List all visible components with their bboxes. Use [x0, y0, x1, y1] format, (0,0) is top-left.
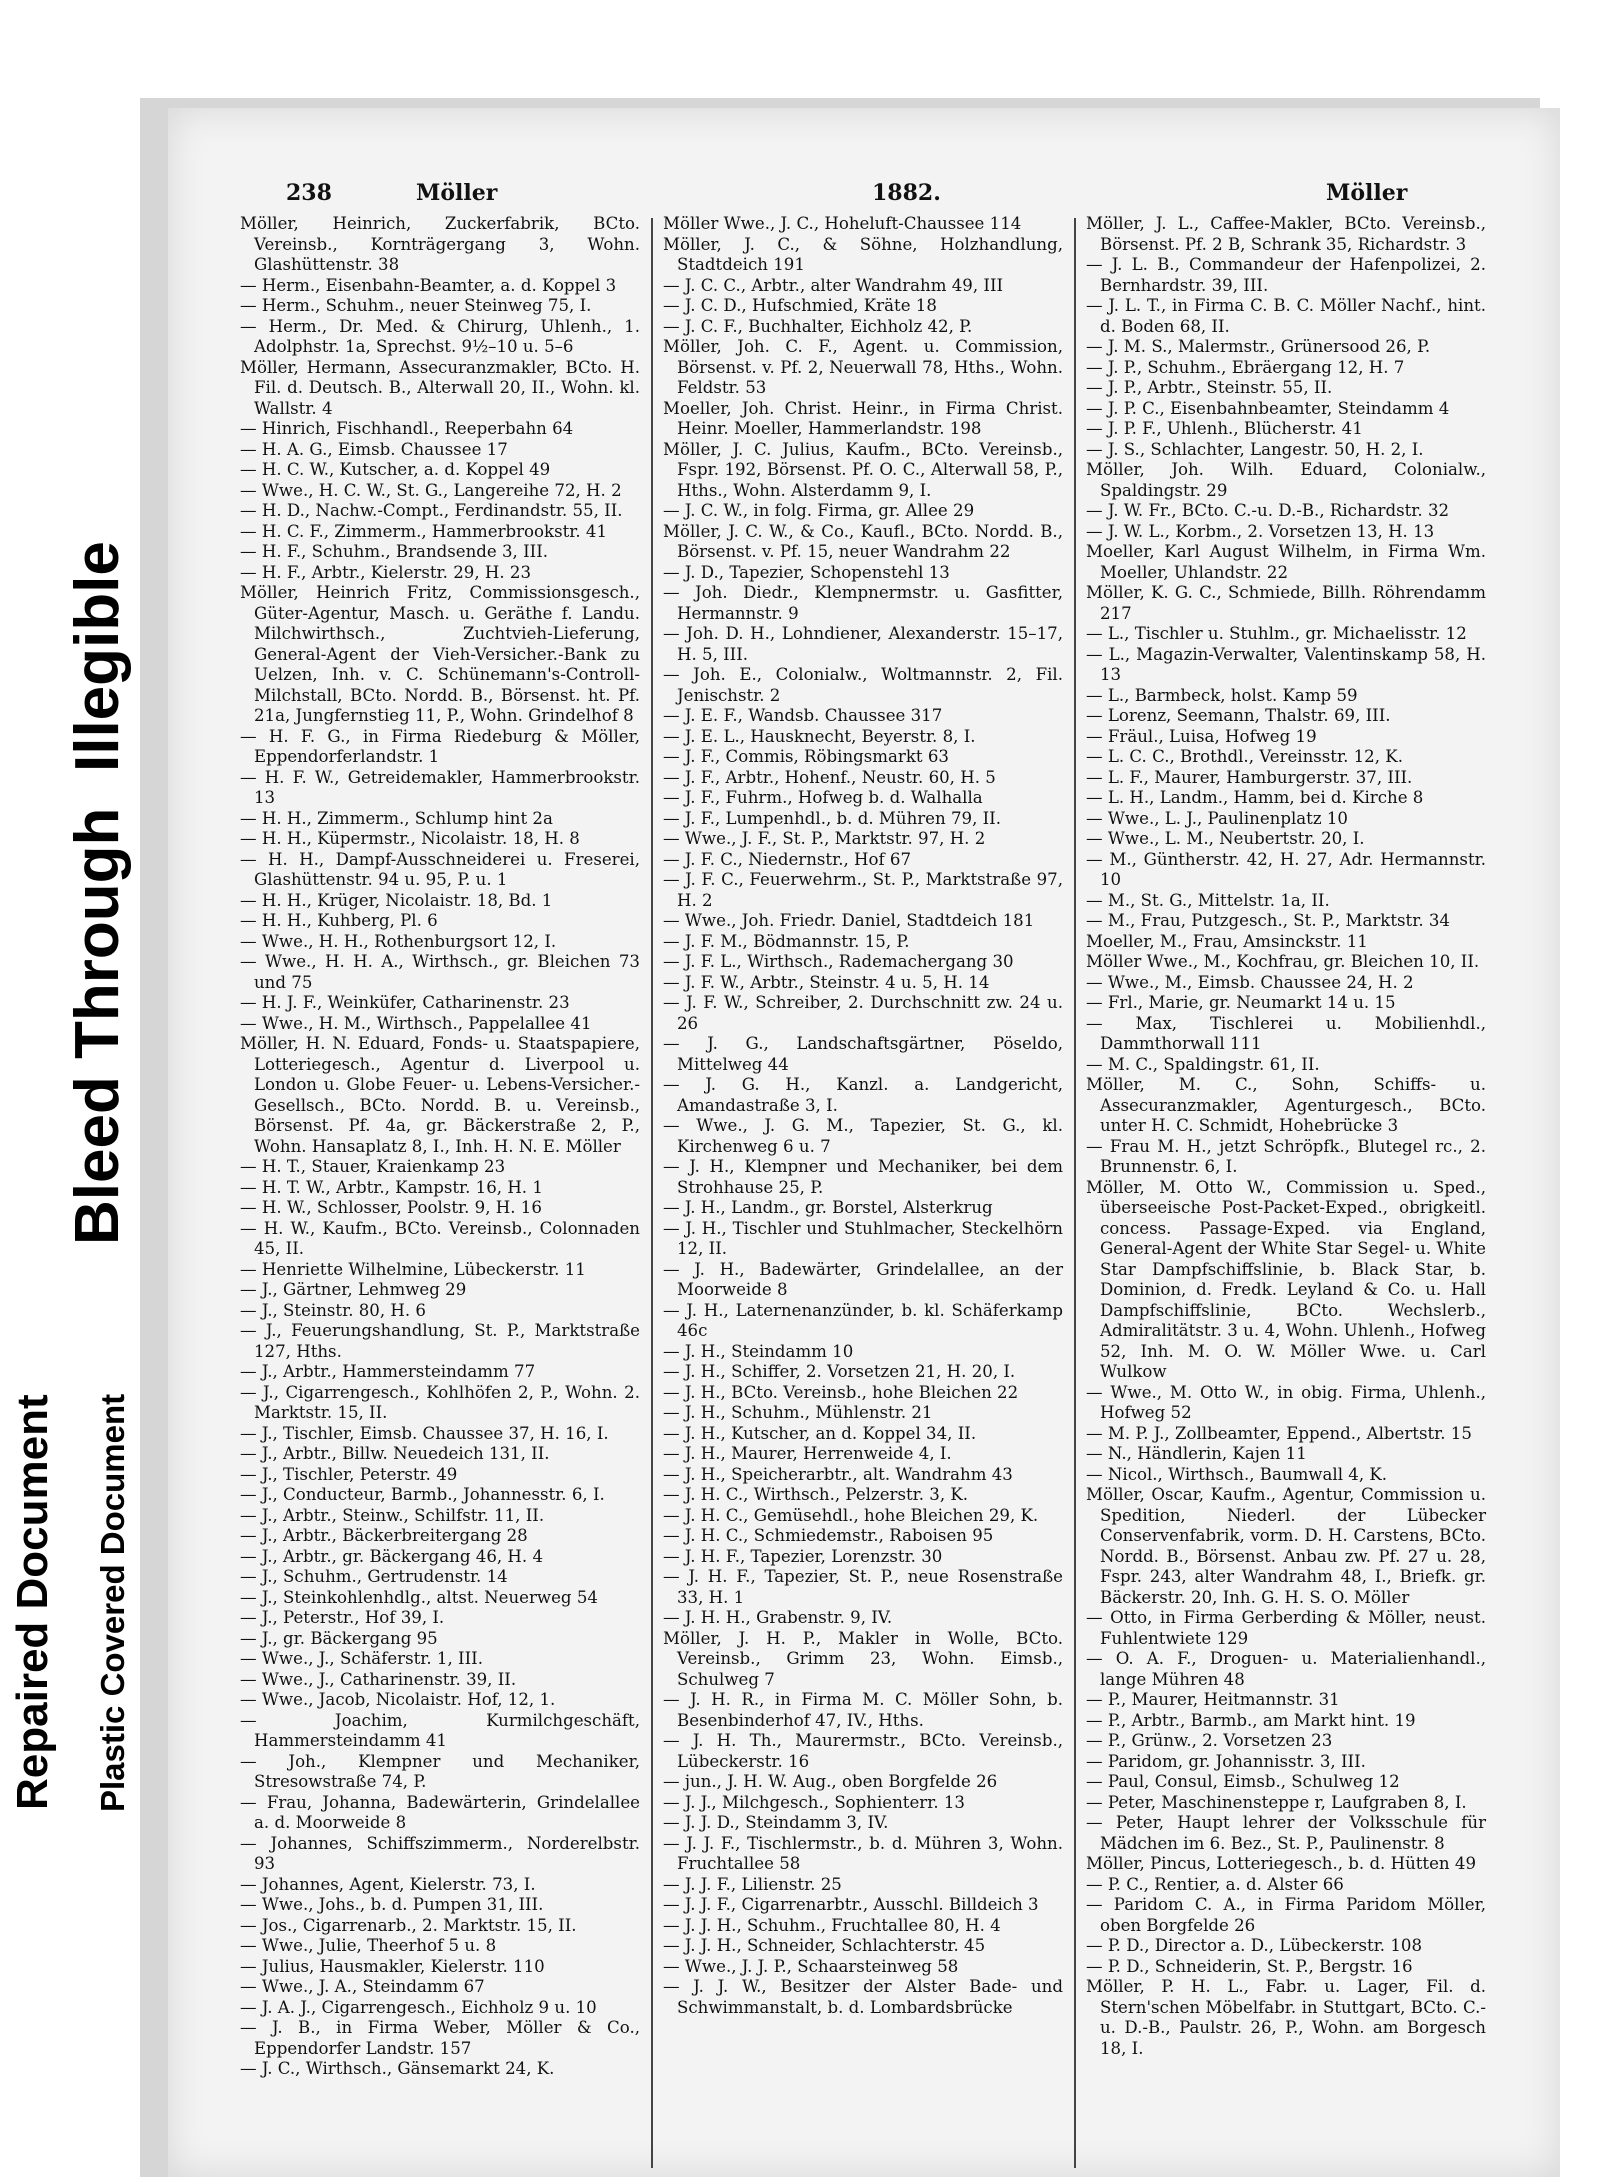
- directory-column-2: [663, 214, 1063, 2018]
- directory-entry: — J. H., Steindamm 10: [663, 1341, 854, 1361]
- directory-entry: — J. G., Landschaftsgärtner, Pöseldo, Mittelweg 44: [663, 1034, 1063, 1074]
- directory-entry: — J. J., Milchgesch., Sophienterr. 13: [663, 1792, 965, 1812]
- directory-entry: — Fräul., Luisa, Hofweg 19: [1086, 726, 1317, 746]
- directory-entry: — J. A. J., Cigarrengesch., Eichholz 9 u. 10: [240, 1997, 597, 2017]
- directory-entry: Möller, K. G. C., Schmiede, Billh. Röhrendamm 217: [1086, 583, 1486, 623]
- directory-entry: — J., Arbtr., Steinw., Schilfstr. 11, II.: [240, 1505, 545, 1525]
- directory-entry: Moeller, Karl August Wilhelm, in Firma Wm. Moeller, Uhlandstr. 22: [1086, 542, 1486, 582]
- directory-entry: — J. F. W., Schreiber, 2. Durchschnitt zw. 24 u. 26: [663, 993, 1063, 1033]
- bleed-through-stamp: Bleed Through: [63, 807, 132, 1245]
- directory-entry: — J., gr. Bäckergang 95: [240, 1628, 438, 1648]
- directory-entry: Möller, P. H. L., Fabr. u. Lager, Fil. d. Stern'schen Möbelfabr. in Stuttgart, BCto. C.-u. D.-B., Paulstr. 26, P., Wohn. am Borgesch 18, I.: [1086, 1977, 1486, 2058]
- directory-entry: — Wwe., H. H. A., Wirthsch., gr. Bleichen 73 und 75: [240, 952, 640, 992]
- directory-entry: — J. H., BCto. Vereinsb., hohe Bleichen 22: [663, 1382, 1019, 1402]
- directory-entry: — Joh. Diedr., Klempnermstr. u. Gasfitter, Hermannstr. 9: [663, 583, 1063, 623]
- directory-entry: — J., Arbtr., Hammersteindamm 77: [240, 1362, 536, 1381]
- directory-entry: — H. T. W., Arbtr., Kampstr. 16, H. 1: [240, 1177, 543, 1197]
- directory-entry: — J. J. D., Steindamm 3, IV.: [663, 1813, 889, 1832]
- directory-entry: — J. H., Schuhm., Mühlenstr. 21: [663, 1403, 933, 1422]
- directory-entry: — J. H. C., Schmiedemstr., Raboisen 95: [663, 1526, 994, 1545]
- directory-entry: — J. J. F., Lilienstr. 25: [663, 1874, 842, 1894]
- directory-entry: — Jos., Cigarrenarb., 2. Marktstr. 15, II.: [240, 1915, 577, 1935]
- directory-entry: Möller, M. Otto W., Commission u. Sped., überseeische Post-Packet-Exped., obrigkeitl. concess. Passage-Exped. via England, General-Agent der White Star Segel- u. White Star Dampfschiffslinie, b. Black Star, b. Dominion, d. Fredk. Leyland & Co. u. Hall Dampfschiffslinie, BCto. Wechslerb., Admiralitätstr. 3 u. 4, Wohn. Uhlenh., Hofweg 52, Inh. M. O. W. Möller Wwe. u. Carl Wulkow: [1086, 1177, 1486, 1381]
- directory-entry: — M. C., Spaldingstr. 61, II.: [1086, 1054, 1320, 1074]
- directory-entry: — H. F., Schuhm., Brandsende 3, III.: [240, 542, 549, 561]
- directory-entry: — H. W., Schlosser, Poolstr. 9, H. 16: [240, 1198, 542, 1217]
- directory-entry: — H. F. G., in Firma Riedeburg & Möller, Eppendorferlandstr. 1: [240, 726, 640, 766]
- directory-page: [168, 108, 1560, 2177]
- directory-entry: — Julius, Hausmakler, Kielerstr. 110: [240, 1956, 545, 1976]
- directory-entry: — J. F., Lumpenhdl., b. d. Mühren 79, II.: [663, 808, 1002, 828]
- directory-entry: Möller, J. L., Caffee-Makler, BCto. Vereinsb., Börsenst. Pf. 2 B, Schrank 35, Richardstr. 3: [1086, 214, 1486, 254]
- directory-entry: Möller, Joh. C. F., Agent. u. Commission, Börsenst. v. Pf. 2, Neuerwall 78, Hths., Wohn. Feldstr. 53: [663, 337, 1063, 397]
- directory-entry: — Wwe., M. Otto W., in obig. Firma, Uhlenh., Hofweg 52: [1086, 1382, 1486, 1422]
- directory-entry: — J. H. F., Tapezier, St. P., neue Rosenstraße 33, H. 1: [663, 1567, 1063, 1607]
- directory-entry: — J. W. Fr., BCto. C.-u. D.-B., Richardstr. 32: [1086, 501, 1450, 520]
- directory-entry: — J., Arbtr., Billw. Neuedeich 131, II.: [240, 1444, 550, 1463]
- directory-entry: Möller, Heinrich Fritz, Commissionsgesch., Güter-Agentur, Masch. u. Geräthe f. Landu. Milchwirthsch., Zuchtvieh-Lieferung, General-Agent der Vieh-Versicher.-Bank zu Uelzen, Inh. v. C. Schünemann's-Controll-Milchstall, BCto. Nordd. B., Börsenst. ht. Pf. 21a, Jungfernstieg 11, P., Wohn. Grindelhof 8: [240, 583, 640, 725]
- directory-entry: — J. H. F., Tapezier, Lorenzstr. 30: [663, 1546, 943, 1566]
- directory-entry: — Nicol., Wirthsch., Baumwall 4, K.: [1086, 1464, 1388, 1484]
- directory-entry: — J. H., Badewärter, Grindelallee, an der Moorweide 8: [663, 1259, 1063, 1299]
- directory-entry: — H. A. G., Eimsb. Chaussee 17: [240, 439, 508, 459]
- directory-entry: — L., Barmbeck, holst. Kamp 59: [1086, 685, 1358, 705]
- running-head-right: Möller: [1326, 180, 1408, 206]
- directory-entry: — M., Güntherstr. 42, H. 27, Adr. Hermannstr. 10: [1086, 849, 1486, 889]
- plastic-covered-stamp: Plastic Covered Document: [94, 1393, 131, 1812]
- directory-entry: — J., Tischler, Eimsb. Chaussee 37, H. 16, I.: [240, 1423, 609, 1443]
- directory-entry: Moeller, Joh. Christ. Heinr., in Firma Christ. Heinr. Moeller, Hammerlandstr. 198: [663, 398, 1063, 438]
- directory-entry: — H. H., Krüger, Nicolaistr. 18, Bd. 1: [240, 890, 553, 910]
- directory-entry: — P. D., Director a. D., Lübeckerstr. 108: [1086, 1936, 1423, 1955]
- directory-entry: — Herm., Schuhm., neuer Steinweg 75, I.: [240, 296, 592, 315]
- directory-entry: — J. J. W., Besitzer der Alster Bade- und Schwimmanstalt, b. d. Lombardsbrücke: [663, 1977, 1063, 2017]
- directory-entry: — H. C. F., Zimmerm., Hammerbrookstr. 41: [240, 521, 608, 541]
- directory-entry: — Joh. E., Colonialw., Woltmannstr. 2, Fil. Jenischstr. 2: [663, 665, 1063, 705]
- directory-entry: — Paul, Consul, Eimsb., Schulweg 12: [1086, 1772, 1400, 1791]
- directory-entry: — J. H. R., in Firma M. C. Möller Sohn, b. Besenbinderhof 47, IV., Hths.: [663, 1690, 1063, 1730]
- directory-entry: — Peter, Maschinensteppe r, Laufgraben 8, I.: [1086, 1792, 1467, 1812]
- directory-entry: — J. H., Laternenanzünder, b. kl. Schäferkamp 46c: [663, 1300, 1063, 1340]
- directory-entry: — J. H., Klempner und Mechaniker, bei dem Strohhause 25, P.: [663, 1157, 1063, 1197]
- column-divider: [1074, 218, 1076, 2168]
- directory-entry: — Johannes, Agent, Kielerstr. 73, I.: [240, 1874, 536, 1894]
- directory-entry: — H. H., Dampf-Ausschneiderei u. Freserei, Glashüttenstr. 94 u. 95, P. u. 1: [240, 849, 640, 889]
- directory-entry: — M. P. J., Zollbeamter, Eppend., Albertstr. 15: [1086, 1423, 1472, 1443]
- directory-entry: — jun., J. H. W. Aug., oben Borgfelde 26: [663, 1772, 998, 1791]
- directory-entry: — J., Cigarrengesch., Kohlhöfen 2, P., Wohn. 2. Marktstr. 15, II.: [240, 1382, 640, 1422]
- directory-entry: — J. E. L., Hausknecht, Beyerstr. 8, I.: [663, 726, 976, 746]
- directory-entry: — J. H. H., Grabenstr. 9, IV.: [663, 1608, 893, 1627]
- directory-entry: — J. G. H., Kanzl. a. Landgericht, Amandastraße 3, I.: [663, 1075, 1063, 1115]
- directory-entry: — J. C., Wirthsch., Gänsemarkt 24, K.: [240, 2059, 555, 2078]
- directory-entry: — J. W. L., Korbm., 2. Vorsetzen 13, H. 13: [1086, 521, 1435, 541]
- directory-entry: — J. P. F., Uhlenh., Blücherstr. 41: [1086, 419, 1363, 438]
- directory-entry: — J. H. C., Gemüsehdl., hohe Bleichen 29, K.: [663, 1505, 1039, 1525]
- running-head-year: 1882.: [872, 180, 941, 206]
- directory-entry: — Wwe., J. G. M., Tapezier, St. G., kl. Kirchenweg 6 u. 7: [663, 1116, 1063, 1156]
- directory-entry: — Max, Tischlerei u. Mobilienhdl., Dammthorwall 111: [1086, 1013, 1486, 1053]
- directory-entry: Möller, H. N. Eduard, Fonds- u. Staatspapiere, Lotteriegesch., Agentur d. Liverpool u. London u. Globe Feuer- u. Lebens-Versicher.-Gesellsch., BCto. Nordd. B. u. Vereinsb., Börsenst. Pf. 4a, gr. Bäckerstraße 2, P., Wohn. Hansaplatz 8, I., Inh. H. N. E. Möller: [240, 1034, 640, 1156]
- directory-entry: — J. J. F., Tischlermstr., b. d. Mühren 3, Wohn. Fruchtallee 58: [663, 1833, 1063, 1873]
- directory-entry: — J. J. H., Schneider, Schlachterstr. 45: [663, 1936, 986, 1955]
- directory-entry: — J., Steinstr. 80, H. 6: [240, 1300, 426, 1320]
- directory-entry: Möller, Hermann, Assecuranzmakler, BCto. H. Fil. d. Deutsch. B., Alterwall 20, II., Wohn. kl. Wallstr. 4: [240, 357, 640, 418]
- directory-entry: — P. C., Rentier, a. d. Alster 66: [1086, 1874, 1344, 1894]
- directory-entry: Möller, Joh. Wilh. Eduard, Colonialw., Spaldingstr. 29: [1086, 460, 1486, 500]
- directory-entry: — J. J. H., Schuhm., Fruchtallee 80, H. 4: [663, 1915, 1001, 1935]
- directory-entry: — J. H., Tischler und Stuhlmacher, Steckelhörn 12, II.: [663, 1218, 1063, 1258]
- directory-entry: — H. D., Nachw.-Compt., Ferdinandstr. 55, II.: [240, 501, 623, 520]
- directory-entry: — H. W., Kaufm., BCto. Vereinsb., Colonnaden 45, II.: [240, 1218, 640, 1258]
- directory-entry: — J. H., Schiffer, 2. Vorsetzen 21, H. 20, I.: [663, 1362, 1016, 1381]
- directory-entry: — Wwe., H. M., Wirthsch., Pappelallee 41: [240, 1013, 592, 1033]
- directory-entry: — Frl., Marie, gr. Neumarkt 14 u. 15: [1086, 993, 1396, 1012]
- directory-entry: — J. H., Landm., gr. Borstel, Alsterkrug: [663, 1198, 993, 1217]
- directory-column-1: [240, 214, 640, 2080]
- directory-entry: — Joh. D. H., Lohndiener, Alexanderstr. 15–17, H. 5, III.: [663, 624, 1063, 664]
- directory-entry: — J. C. W., in folg. Firma, gr. Allee 29: [663, 501, 975, 520]
- directory-entry: — Wwe., L. M., Neubertstr. 20, I.: [1086, 829, 1365, 848]
- directory-entry: Möller Wwe., M., Kochfrau, gr. Bleichen 10, II.: [1086, 952, 1480, 971]
- repaired-document-stamp: Repaired Document: [8, 1394, 57, 1810]
- directory-entry: — M., St. G., Mittelstr. 1a, II.: [1086, 890, 1330, 910]
- directory-entry: — Joachim, Kurmilchgeschäft, Hammersteindamm 41: [240, 1710, 640, 1750]
- directory-entry: — H. H., Küpermstr., Nicolaistr. 18, H. 8: [240, 829, 580, 848]
- directory-entry: — H. J. F., Weinküfer, Catharinenstr. 23: [240, 993, 570, 1012]
- directory-entry: — Wwe., H. H., Rothenburgsort 12, I.: [240, 931, 557, 951]
- directory-entry: — Lorenz, Seemann, Thalstr. 69, III.: [1086, 706, 1391, 725]
- directory-entry: — J. M. S., Malermstr., Grünersood 26, P.: [1086, 337, 1431, 356]
- directory-entry: — H. T., Stauer, Kraienkamp 23: [240, 1157, 506, 1176]
- directory-entry: — J. D., Tapezier, Schopenstehl 13: [663, 562, 950, 582]
- directory-entry: — Wwe., J., Catharinenstr. 39, II.: [240, 1669, 517, 1689]
- directory-entry: — Frau M. H., jetzt Schröpfk., Blutegel rc., 2. Brunnenstr. 6, I.: [1086, 1136, 1486, 1176]
- directory-entry: — P., Grünw., 2. Vorsetzen 23: [1086, 1731, 1333, 1750]
- directory-entry: — Paridom C. A., in Firma Paridom Möller, oben Borgfelde 26: [1086, 1895, 1486, 1935]
- directory-entry: Möller, M. C., Sohn, Schiffs- u. Assecuranzmakler, Agenturgesch., BCto. unter H. C. Schmidt, Hohebrücke 3: [1086, 1075, 1486, 1135]
- directory-entry: — Paridom, gr. Johannisstr. 3, III.: [1086, 1751, 1366, 1771]
- directory-entry: — J. P., Arbtr., Steinstr. 55, II.: [1086, 378, 1333, 397]
- directory-entry: — J., Tischler, Peterstr. 49: [240, 1464, 458, 1484]
- directory-entry: Möller, Pincus, Lotteriegesch., b. d. Hütten 49: [1086, 1854, 1477, 1873]
- directory-entry: — J., Arbtr., Bäckerbreitergang 28: [240, 1526, 528, 1545]
- directory-entry: — J., Arbtr., gr. Bäckergang 46, H. 4: [240, 1546, 544, 1566]
- directory-entry: — J. H., Maurer, Herrenweide 4, I.: [663, 1444, 952, 1463]
- directory-entry: — L., Magazin-Verwalter, Valentinskamp 58, H. 13: [1086, 644, 1486, 684]
- directory-entry: — J., Schuhm., Gertrudenstr. 14: [240, 1567, 508, 1586]
- directory-entry: — Wwe., Julie, Theerhof 5 u. 8: [240, 1936, 497, 1955]
- directory-entry: — P. D., Schneiderin, St. P., Bergstr. 16: [1086, 1956, 1413, 1976]
- directory-entry: — J. L. B., Commandeur der Hafenpolizei, 2. Bernhardstr. 39, III.: [1086, 255, 1486, 295]
- directory-entry: — Wwe., J. A., Steindamm 67: [240, 1977, 485, 1996]
- directory-entry: — J., Feuerungshandlung, St. P., Marktstraße 127, Hths.: [240, 1321, 640, 1361]
- directory-entry: Moeller, M., Frau, Amsinckstr. 11: [1086, 931, 1368, 951]
- directory-entry: — Wwe., Jacob, Nicolaistr. Hof, 12, 1.: [240, 1690, 556, 1709]
- directory-entry: — J. P., Schuhm., Ebräergang 12, H. 7: [1086, 357, 1405, 377]
- directory-entry: — L. F., Maurer, Hamburgerstr. 37, III.: [1086, 767, 1413, 787]
- directory-entry: — H. C. W., Kutscher, a. d. Koppel 49: [240, 460, 551, 479]
- column-divider: [651, 218, 653, 2168]
- directory-entry: Möller, J. H. P., Makler in Wolle, BCto. Vereinsb., Grimm 23, Wohn. Eimsb., Schulweg 7: [663, 1628, 1063, 1689]
- directory-entry: — Johannes, Schiffszimmerm., Norderelbstr. 93: [240, 1833, 640, 1873]
- directory-entry: — J. H. C., Wirthsch., Pelzerstr. 3, K.: [663, 1485, 969, 1504]
- directory-entry: — O. A. F., Droguen- u. Materialienhandl., lange Mühren 48: [1086, 1649, 1486, 1689]
- directory-entry: — H. F. W., Getreidemakler, Hammerbrookstr. 13: [240, 767, 640, 807]
- directory-entry: — Wwe., J. J. P., Schaarsteinweg 58: [663, 1956, 959, 1976]
- directory-entry: — P., Maurer, Heitmannstr. 31: [1086, 1690, 1340, 1709]
- directory-entry: — M., Frau, Putzgesch., St. P., Marktstr. 34: [1086, 911, 1450, 930]
- directory-entry: — J. F. W., Arbtr., Steinstr. 4 u. 5, H. 14: [663, 972, 990, 992]
- directory-entry: Möller, J. C. Julius, Kaufm., BCto. Vereinsb., Fspr. 192, Börsenst. Pf. O. C., Alterwall 58, P., Hths., Wohn. Alsterdamm 9, I.: [663, 439, 1063, 500]
- directory-entry: — J., Gärtner, Lehmweg 29: [240, 1280, 467, 1299]
- directory-entry: Möller, J. C., & Söhne, Holzhandlung, Stadtdeich 191: [663, 234, 1063, 274]
- directory-entry: — J. L. T., in Firma C. B. C. Möller Nachf., hint. d. Boden 68, II.: [1086, 296, 1486, 336]
- directory-column-3: [1086, 214, 1486, 2059]
- directory-entry: — J. H., Speicherarbtr., alt. Wandrahm 43: [663, 1464, 1013, 1484]
- directory-entry: — H. F., Arbtr., Kielerstr. 29, H. 23: [240, 562, 532, 582]
- directory-entry: — J. P. C., Eisenbahnbeamter, Steindamm 4: [1086, 398, 1450, 418]
- directory-entry: — J., Conducteur, Barmb., Johannesstr. 6, I.: [240, 1485, 605, 1504]
- directory-entry: — H. H., Zimmerm., Schlump hint 2a: [240, 808, 553, 828]
- directory-entry: — Wwe., Johs., b. d. Pumpen 31, III.: [240, 1895, 544, 1914]
- directory-entry: — P., Arbtr., Barmb., am Markt hint. 19: [1086, 1710, 1416, 1730]
- directory-entry: — Henriette Wilhelmine, Lübeckerstr. 11: [240, 1259, 586, 1279]
- directory-entry: — Wwe., J. F., St. P., Marktstr. 97, H. 2: [663, 829, 986, 848]
- directory-entry: — J. F., Commis, Röbingsmarkt 63: [663, 747, 949, 766]
- directory-entry: — N., Händlerin, Kajen 11: [1086, 1444, 1307, 1463]
- directory-entry: — J. C. D., Hufschmied, Kräte 18: [663, 296, 937, 315]
- directory-entry: — J., Peterstr., Hof 39, I.: [240, 1608, 445, 1627]
- directory-entry: — J. E. F., Wandsb. Chaussee 317: [663, 706, 943, 725]
- directory-entry: — Wwe., M., Eimsb. Chaussee 24, H. 2: [1086, 972, 1414, 992]
- directory-entry: — Herm., Eisenbahn-Beamter, a. d. Koppel 3: [240, 275, 617, 295]
- directory-entry: — H. H., Kuhberg, Pl. 6: [240, 911, 438, 930]
- directory-entry: — J. H. Th., Maurermstr., BCto. Vereinsb., Lübeckerstr. 16: [663, 1731, 1063, 1771]
- directory-entry: — L. H., Landm., Hamm, bei d. Kirche 8: [1086, 788, 1424, 807]
- directory-entry: — Frau, Johanna, Badewärterin, Grindelallee a. d. Moorweide 8: [240, 1792, 640, 1832]
- directory-entry: — L., Tischler u. Stuhlm., gr. Michaelisstr. 12: [1086, 624, 1467, 643]
- running-head-left: Möller: [416, 180, 498, 206]
- directory-entry: — Joh., Klempner und Mechaniker, Stresowstraße 74, P.: [240, 1751, 640, 1791]
- directory-entry: — L. C. C., Brothdl., Vereinsstr. 12, K.: [1086, 747, 1403, 766]
- directory-entry: — J. S., Schlachter, Langestr. 50, H. 2, I.: [1086, 439, 1424, 459]
- directory-entry: — J. F. L., Wirthsch., Rademachergang 30: [663, 952, 1014, 971]
- illegible-stamp: Illegible: [63, 541, 132, 772]
- directory-entry: — J. J. F., Cigarrenarbtr., Ausschl. Billdeich 3: [663, 1895, 1039, 1914]
- directory-entry: — Otto, in Firma Gerberding & Möller, neust. Fuhlentwiete 129: [1086, 1608, 1486, 1648]
- directory-entry: — Wwe., J., Schäferstr. 1, III.: [240, 1649, 483, 1668]
- directory-entry: Möller, Oscar, Kaufm., Agentur, Commission u. Spedition, Niederl. der Lübecker Conservenfabrik, vorm. D. H. Carstens, BCto. Nordd. B., Börsenst. Anbau zw. Pf. 27 u. 28, Fspr. 243, alter Wandrahm 48, I., Briefk. gr. Bäckerstr. 20, Inh. G. H. S. O. Möller: [1086, 1485, 1486, 1607]
- directory-entry: — Peter, Haupt lehrer der Volksschule für Mädchen im 6. Bez., St. P., Paulinenstr. 8: [1086, 1813, 1486, 1853]
- directory-entry: — J. F. C., Niedernstr., Hof 67: [663, 849, 912, 869]
- directory-entry: Möller, J. C. W., & Co., Kaufl., BCto. Nordd. B., Börsenst. v. Pf. 15, neuer Wandrahm 22: [663, 521, 1063, 561]
- directory-entry: — Hinrich, Fischhandl., Reeperbahn 64: [240, 419, 574, 438]
- directory-entry: Möller Wwe., J. C., Hoheluft-Chaussee 114: [663, 214, 1022, 233]
- directory-entry: — J. F. C., Feuerwehrm., St. P., Marktstraße 97, H. 2: [663, 870, 1063, 910]
- directory-entry: — J. B., in Firma Weber, Möller & Co., Eppendorfer Landstr. 157: [240, 2018, 640, 2058]
- directory-entry: Möller, Heinrich, Zuckerfabrik, BCto. Vereinsb., Kornträgergang 3, Wohn. Glashüttenstr. 38: [240, 214, 640, 274]
- directory-entry: — J. F., Fuhrm., Hofweg b. d. Walhalla: [663, 788, 983, 807]
- directory-entry: — J. C. F., Buchhalter, Eichholz 42, P.: [663, 316, 973, 336]
- directory-entry: — J., Steinkohlenhdlg., altst. Neuerweg 54: [240, 1587, 598, 1607]
- directory-entry: — Wwe., H. C. W., St. G., Langereihe 72, H. 2: [240, 480, 622, 500]
- directory-entry: — Herm., Dr. Med. & Chirurg, Uhlenh., 1. Adolphstr. 1a, Sprechst. 9½–10 u. 5–6: [240, 316, 640, 356]
- page-number: 238: [286, 180, 332, 206]
- directory-entry: — J. F., Arbtr., Hohenf., Neustr. 60, H. 5: [663, 767, 996, 787]
- directory-entry: — J. C. C., Arbtr., alter Wandrahm 49, III: [663, 275, 1004, 295]
- directory-entry: — Wwe., Joh. Friedr. Daniel, Stadtdeich 181: [663, 911, 1035, 930]
- directory-entry: — Wwe., L. J., Paulinenplatz 10: [1086, 808, 1348, 828]
- directory-entry: — J. H., Kutscher, an d. Koppel 34, II.: [663, 1423, 977, 1443]
- directory-entry: — J. F. M., Bödmannstr. 15, P.: [663, 931, 910, 951]
